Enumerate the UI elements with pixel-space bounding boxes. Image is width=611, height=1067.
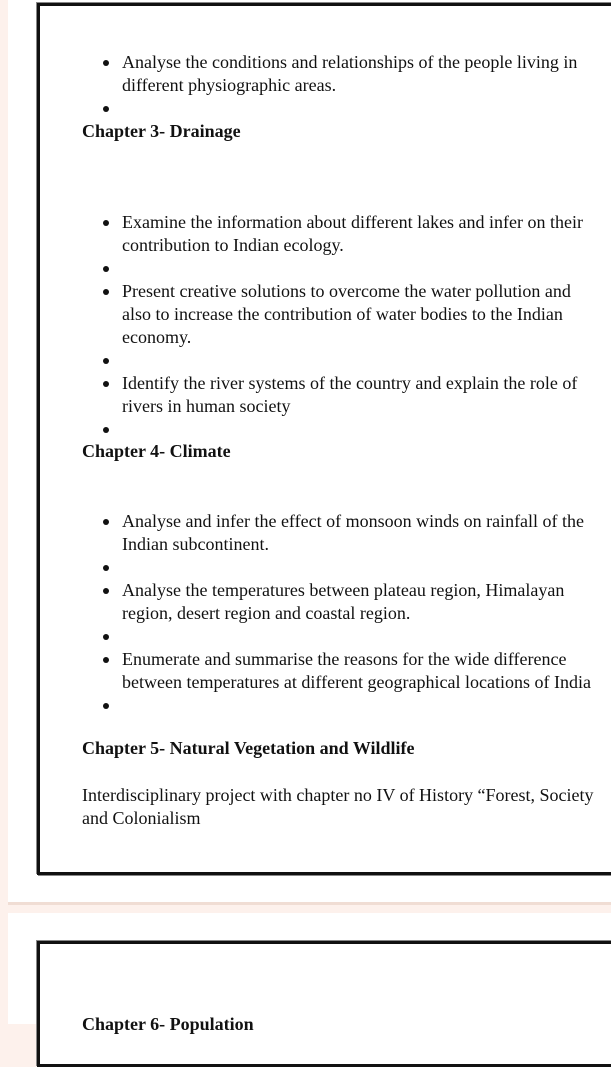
chapter-5-heading: Chapter 5- Natural Vegetation and Wildlife [82,738,415,758]
list-item: Identify the river systems of the country and explain the role of rivers in human society [82,372,597,418]
empty-bullet [82,97,597,120]
section-chapter-4 [82,440,597,463]
empty-bullet [82,349,597,372]
chapter-5-paragraph: Interdisciplinary project with chapter no IV of History “Forest, Society and Colonialism [82,785,594,828]
chapter-4-heading: Chapter 4- Climate [82,441,231,461]
chapter-3-list [82,211,597,441]
empty-bullet [82,694,597,717]
list-item: Examine the information about different lakes and infer on their contribution to Indian ecology. [82,211,597,257]
section-chapter-2-tail [82,51,597,120]
section-chapter-3 [82,120,597,143]
section-chapter-6 [82,1013,597,1036]
bullet-list [82,510,597,717]
chapter-4-list [82,510,597,717]
bordered-frame-2 [37,941,611,1067]
list-item: Enumerate and summarise the reasons for the wide difference between temperatures at different geographical locations of India [82,648,597,694]
empty-bullet [82,556,597,579]
bullet-list [82,211,597,441]
chapter-5-body [82,784,597,830]
list-item: Analyse and infer the effect of monsoon winds on rainfall of the Indian subcontinent. [82,510,597,556]
list-item: Analyse the conditions and relationships of the people living in different physiographic areas. [82,51,597,97]
empty-bullet [82,625,597,648]
empty-bullet [82,257,597,280]
list-item: Analyse the temperatures between plateau region, Himalayan region, desert region and coastal region. [82,579,597,625]
chapter-6-heading: Chapter 6- Population [82,1014,254,1034]
page-divider [8,902,611,905]
bullet-list [82,51,597,120]
section-chapter-5 [82,737,597,760]
list-item: Present creative solutions to overcome the water pollution and also to increase the contribution of water bodies to the Indian economy. [82,280,597,349]
empty-bullet [82,418,597,441]
chapter-3-heading: Chapter 3- Drainage [82,121,241,141]
